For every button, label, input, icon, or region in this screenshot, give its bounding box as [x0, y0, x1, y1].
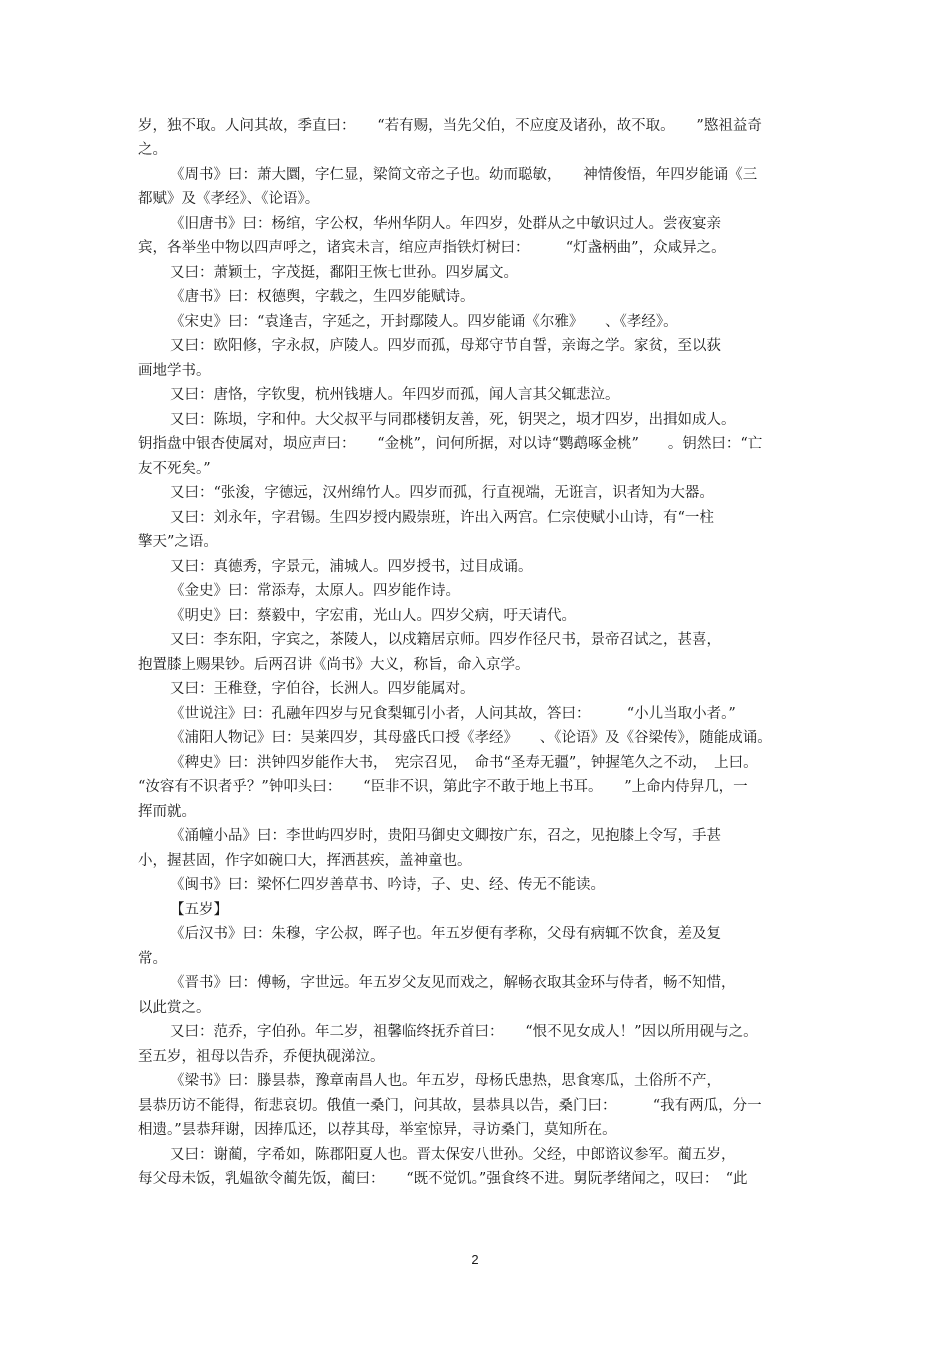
- text-line: 《明史》曰：蔡毅中，字宏甫，光山人。四岁父病，吁天请代。: [170, 608, 576, 624]
- text-line: 又曰：王稚登，字伯谷，长洲人。四岁能属对。: [170, 681, 475, 697]
- page-number: 2: [471, 1252, 479, 1267]
- text-line: 又曰：“张浚，字德远，汉州绵竹人。四岁而孤，行直视端，无诳言，识者知为大器。: [170, 485, 714, 501]
- text-line: 宾，各举坐中物以四声呼之，诸宾未言，绾应声指铁灯树曰： “灯盏柄曲”，众咸异之。: [138, 240, 726, 256]
- text-line: 友不死矣。”: [138, 461, 211, 477]
- text-line: 《浦阳人物记》曰：吴莱四岁，其母盛氏口授《孝经》 、《论语》及《谷梁传》，随能成诵。: [170, 730, 772, 746]
- text-line: 《涌幢小品》曰：李世屿四岁时，贵阳马御史文卿按广东，召之，见抱膝上令写，手甚: [170, 828, 721, 844]
- text-line: 《稗史》曰：洪钟四岁能作大书， 宪宗召见， 命书“圣寿无疆”，钟握笔久之不动， 上曰。: [170, 755, 758, 771]
- text-line: 钥指盘中银杏使属对，埙应声曰： “金桃”，问何所据，对以诗“鹦鹉啄金桃” 。钥然曰：“亡: [138, 436, 763, 452]
- text-line: 又曰：谢蔺，字希如，陈郡阳夏人也。晋太保安八世孙。父经，中郎谘议参军。蔺五岁，: [170, 1147, 736, 1163]
- text-line: 画地学书。: [138, 363, 211, 379]
- text-line: 《宋史》曰：“袁逢吉，字延之，开封鄢陵人。四岁能诵《尔雅》 、《孝经》。: [170, 314, 678, 330]
- text-line: 《梁书》曰：滕昙恭，豫章南昌人也。年五岁，母杨氏患热，思食寒瓜，土俗所不产，: [170, 1073, 721, 1089]
- text-line: 之。: [138, 142, 167, 158]
- section-heading: 【五岁】: [170, 902, 228, 918]
- text-line: 《闽书》曰：梁怀仁四岁善草书、吟诗，子、史、经、传无不能读。: [170, 877, 605, 893]
- text-line: 昙恭历访不能得，衔悲哀切。俄值一桑门，问其故，昙恭具以告，桑门曰： “我有两瓜，分一: [138, 1098, 762, 1114]
- text-line: 又曰：刘永年，字君锡。生四岁授内殿崇班，许出入两宫。仁宗使赋小山诗，有“一柱: [170, 510, 714, 526]
- text-line: 《金史》曰：常添寿，太原人。四岁能作诗。: [170, 583, 460, 599]
- text-line: 小，握甚固，作字如碗口大，挥洒甚疾，盖神童也。: [138, 853, 472, 869]
- text-line: 至五岁，祖母以告乔，乔便执砚涕泣。: [138, 1049, 385, 1065]
- text-line: 又曰：唐恪，字钦叟，杭州钱塘人。年四岁而孤，闻人言其父辄悲泣。: [170, 387, 620, 403]
- text-line: 抱置膝上赐果钞。后两召讲《尚书》大义，称旨，命入京学。: [138, 657, 530, 673]
- text-line: 岁，独不取。人问其故，季直曰： “若有赐，当先父伯，不应度及诸孙，故不取。 ”愍祖益奇: [138, 118, 762, 134]
- text-line: 又曰：真德秀，字景元，浦城人。四岁授书，过目成诵。: [170, 559, 533, 575]
- text-line: 挥而就。: [138, 804, 196, 820]
- text-line: 《晋书》曰：傅畅，字世远。年五岁父友见而戏之，解畅衣取其金环与侍者，畅不知惜，: [170, 975, 736, 991]
- text-line: “汝容有不识者乎？”钟叩头曰： “臣非不识，第此字不敢于地上书耳。 ”上命内侍舁几，一: [138, 779, 748, 795]
- text-line: 以此赏之。: [138, 1000, 211, 1016]
- text-line: 《旧唐书》曰：杨绾，字公权，华州华阴人。年四岁，处群从之中敏识过人。尝夜宴亲: [170, 216, 721, 232]
- text-line: 《周书》曰：萧大圜，字仁显，梁简文帝之子也。幼而聪敏， 神情俊悟，年四岁能诵《三: [170, 167, 758, 183]
- text-line: 又曰：陈埙，字和仲。大父叔平与同郡楼钥友善，死，钥哭之，埙才四岁，出揖如成人。: [170, 412, 736, 428]
- text-line: 又曰：萧颖士，字茂挺，鄱阳王恢七世孙。四岁属文。: [170, 265, 518, 281]
- text-line: 《世说注》曰：孔融年四岁与兄食梨辄引小者，人问其故，答曰： “小儿当取小者。”: [170, 706, 736, 722]
- text-line: 常。: [138, 951, 167, 967]
- text-line: 《后汉书》曰：朱穆，字公叔，晖子也。年五岁便有孝称，父母有病辄不饮食，差及复: [170, 926, 721, 942]
- text-line: 《唐书》曰：权德舆，字载之，生四岁能赋诗。: [170, 289, 475, 305]
- text-line: 又曰：欧阳修，字永叔，庐陵人。四岁而孤，母郑守节自誓，亲诲之学。家贫，至以荻: [170, 338, 721, 354]
- text-line: 擎天”之语。: [138, 534, 218, 550]
- text-line: 又曰：范乔，字伯孙。年二岁，祖馨临终抚乔首曰： “恨不见女成人！”因以所用砚与之。: [170, 1024, 758, 1040]
- text-line: 每父母未饭，乳媪欲令蔺先饭，蔺曰： “既不觉饥。”强食终不进。舅阮孝绪闻之，叹曰： “此: [138, 1171, 748, 1187]
- text-line: 相遗。”昙恭拜谢，因捧瓜还，以荐其母，举室惊异，寻访桑门，莫知所在。: [138, 1122, 617, 1138]
- text-line: 都赋》及《孝经》、《论语》。: [138, 191, 320, 207]
- text-line: 又曰：李东阳，字宾之，茶陵人，以戍籍居京师。四岁作径尺书，景帝召试之，甚喜，: [170, 632, 721, 648]
